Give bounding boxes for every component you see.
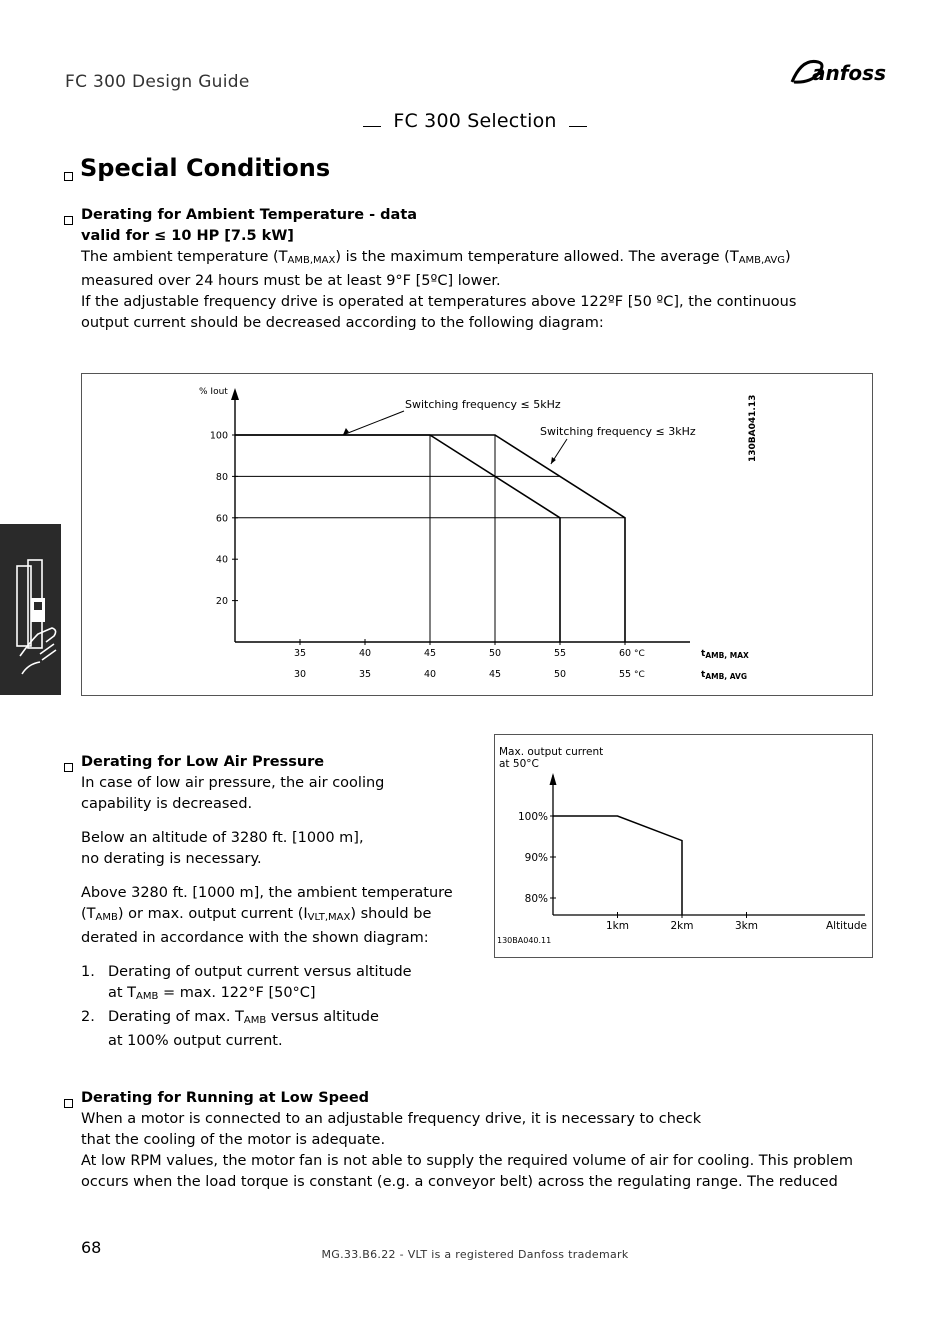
ambient-derating-chart [81, 373, 873, 696]
y-tick-label: 20 [215, 596, 228, 608]
lowspeed-line3: At low RPM values, the motor fan is not able to supply the required volume of air for cooling. This problem [81, 1153, 854, 1169]
lowspeed-title: Derating for Running at Low Speed [81, 1090, 370, 1106]
ambient-p2-line1: If the adjustable frequency drive is operated at temperatures above 122ºF [50 ºC], the continuous [81, 294, 797, 310]
y-tick-label: 60 [215, 513, 228, 525]
x-tick-label-avg: 40 [423, 669, 437, 680]
ambient-title-2: valid for ≤ 10 HP [7.5 kW] [81, 228, 294, 244]
x-axis-label: Altitude [825, 920, 867, 932]
x-tick-label: 3km [735, 920, 758, 932]
y-label-line2: at 50°C [499, 758, 539, 770]
pressure-title: Derating for Low Air Pressure [81, 754, 325, 770]
x-tick-label-max: 35 [293, 648, 307, 659]
pressure-bullet-icon [64, 757, 73, 776]
pressure-section [81, 752, 481, 1052]
page-number: 68 [81, 1238, 102, 1257]
lowspeed-line4: occurs when the load torque is constant (e.g. a conveyor belt) across the regulating range. The reduced [81, 1174, 838, 1190]
danfoss-logo [788, 52, 888, 92]
series-label-5khz: Switching frequency ≤ 5kHz [405, 398, 561, 411]
x-axis-label-avg: $t_{AMB, AVG}$ [701, 670, 748, 681]
ambient-bullet-icon [64, 210, 73, 229]
ambient-p1-line1: The ambient temperature $(T_{AMB,MAX})$ is the maximum temperature allowed. The average $(T_{AMB,AVG})$ [81, 249, 791, 266]
lowspeed-line1: When a motor is connected to an adjustable frequency drive, it is necessary to check [81, 1111, 702, 1127]
ambient-derating-svg [82, 374, 872, 695]
leader-5khz [343, 411, 404, 435]
y-axis-label: % Iout [199, 387, 228, 397]
x-axis-label-max: $t_{AMB, MAX}$ [701, 649, 749, 660]
y-tick-label: 90% [524, 852, 548, 864]
ambient-title-1: Derating for Ambient Temperature - data [81, 207, 418, 223]
chart-code: 130BA041.13 [748, 394, 758, 462]
x-tick-label: 2km [670, 920, 694, 932]
side-tab [0, 524, 61, 695]
ambient-p2-line2: output current should be decreased according to the following diagram: [81, 315, 604, 331]
pressure-p1-line1: In case of low air pressure, the air cooling [81, 775, 385, 791]
chart-code: 130BA040.11 [497, 936, 552, 945]
x-tick-label: 1km [606, 920, 629, 932]
lowspeed-bullet-icon [64, 1093, 73, 1112]
x-tick-label-max: 45 [423, 648, 437, 659]
y-tick-label: 100 [209, 430, 228, 442]
pressure-p2-line1: Below an altitude of 3280 ft. [1000 m], [81, 830, 364, 846]
x-unit-avg: °C [634, 670, 645, 680]
pressure-list [81, 962, 481, 1052]
title-dash-right [569, 126, 587, 127]
lowspeed-line2: that the cooling of the motor is adequate. [81, 1132, 386, 1148]
x-tick-label-avg: 55 [618, 669, 632, 680]
x-tick-label-avg: 50 [553, 669, 567, 680]
lowspeed-section [81, 1088, 853, 1193]
x-tick-label-max: 50 [488, 648, 502, 659]
title-dash-left [363, 126, 381, 127]
list-item: 2. Derating of max. $T_{AMB}$ versus altitude at 100% output current. [81, 1009, 379, 1049]
pressure-p3-line2: $(T_{AMB})$ or max. output current $(I_{VLT,MAX})$ should be [81, 906, 432, 923]
x-unit-max: °C [634, 649, 645, 659]
series-line [553, 816, 682, 914]
pressure-p3-line1: Above 3280 ft. [1000 m], the ambient temperature [81, 885, 453, 901]
altitude-derating-svg [495, 735, 872, 957]
y-tick-label: 80% [524, 893, 548, 905]
pressure-p2-line2: no derating is necessary. [81, 851, 262, 867]
pressure-p3-line3: derated in accordance with the shown diagram: [81, 930, 429, 946]
y-label-line1: Max. output current [499, 746, 604, 758]
ambient-section [81, 205, 796, 334]
y-tick-label: 40 [215, 554, 228, 566]
svg-text:anfoss: anfoss [812, 61, 886, 85]
ambient-p1-line2: measured over 24 hours must be at least 9°F [5ºC] lower. [81, 273, 501, 289]
x-tick-label-max: 60 [618, 648, 632, 659]
y-axis-arrow-icon [550, 773, 557, 785]
hand-drive-icon [0, 524, 61, 695]
y-tick-label: 100% [517, 811, 548, 823]
section-title [0, 110, 950, 132]
y-tick-label: 80 [215, 471, 228, 483]
x-tick-label-max: 40 [358, 648, 372, 659]
series-5khz-line [235, 435, 560, 642]
section-label: FC 300 Selection [393, 110, 557, 132]
list-item: 1. Derating of output current versus altitude at $T_{AMB} = \max$. 122°F [50°C] [81, 964, 412, 1002]
y-axis-arrow-icon [231, 388, 239, 400]
heading-bullet-icon [64, 166, 73, 185]
x-tick-label-max: 55 [553, 648, 567, 659]
x-tick-label-avg: 35 [358, 669, 372, 680]
altitude-derating-chart [494, 734, 873, 958]
footer-trademark: MG.33.B6.22 - VLT is a registered Danfoss trademark [321, 1248, 629, 1261]
page-heading: Special Conditions [80, 154, 331, 182]
doc-title: FC 300 Design Guide [65, 72, 250, 92]
x-tick-label-avg: 30 [293, 669, 307, 680]
pressure-p1-line2: capability is decreased. [81, 796, 253, 812]
series-label-3khz: Switching frequency ≤ 3kHz [540, 425, 696, 438]
x-tick-label-avg: 45 [488, 669, 502, 680]
